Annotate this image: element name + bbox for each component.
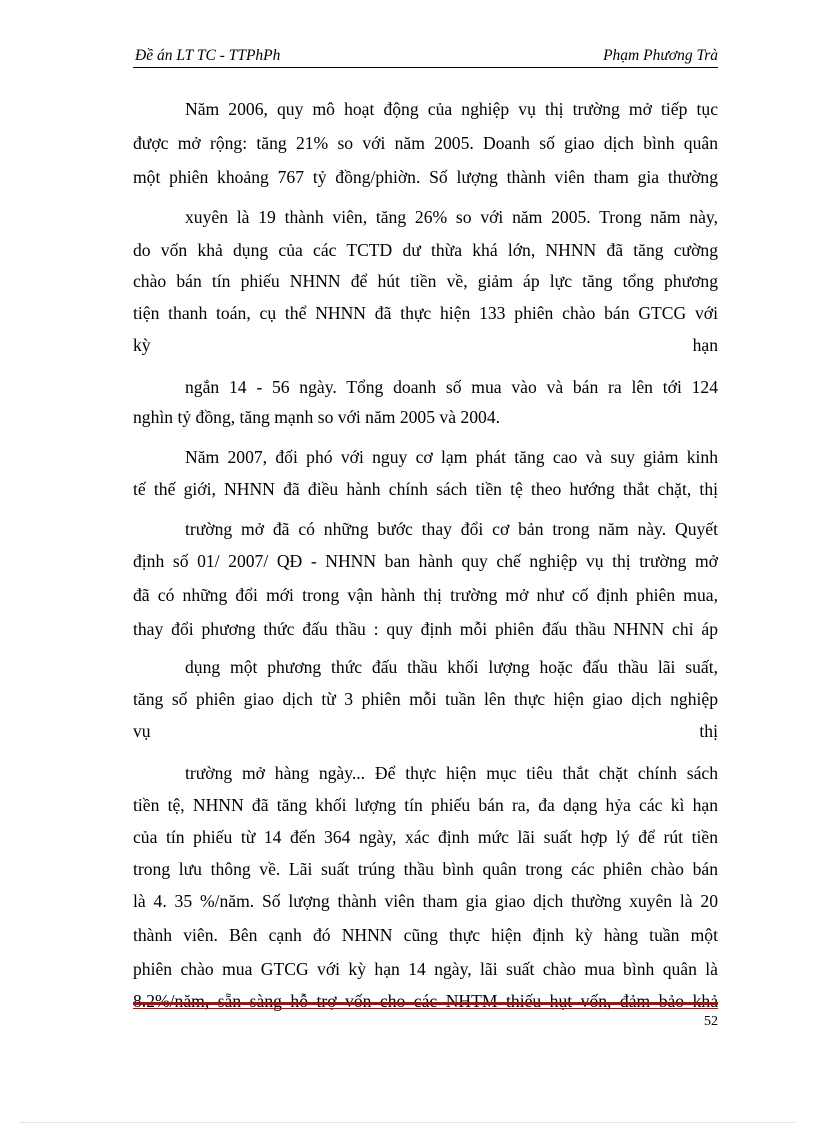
page-number: 52: [704, 1014, 718, 1029]
text-line: của tín phiếu từ 14 đến 364 ngày, xác định mức lãi suất hợp lý để rút tiền: [133, 827, 718, 847]
header-author: Phạm Phương Trà: [603, 47, 718, 64]
text-line: thị: [699, 721, 718, 741]
text-line: là 4. 35 %/năm. Số lượng thành viên tham gia giao dịch thường xuyên là 20: [133, 891, 718, 911]
text-line: một phiên khoảng 767 tỷ đồng/phiờn. Số lượng thành viên tham gia thường: [133, 167, 718, 187]
text-line: thành viên. Bên cạnh đó NHNN cũng thực hiện định kỳ hàng tuần một: [133, 925, 718, 945]
header-left-title: Đề án LT TC - TTPhPh: [135, 47, 281, 64]
page-header: [133, 45, 718, 69]
text-line: dụng một phương thức đấu thầu khối lượng hoặc đấu thầu lãi suất,: [185, 657, 718, 677]
text-line: 8.2%/năm, sẵn sàng hỗ trợ vốn cho các NHTM thiếu hụt vốn, đảm bảo khả: [133, 991, 718, 1011]
footer-rule-thin: [133, 1008, 718, 1009]
footer-rule-thick: [133, 1002, 718, 1005]
text-line: tăng số phiên giao dịch từ 3 phiên mỗi tuần lên thực hiện giao dịch nghiệp: [133, 689, 718, 709]
text-line: Năm 2006, quy mô hoạt động của nghiệp vụ thị trường mở tiếp tục: [185, 99, 718, 119]
text-line: định số 01/ 2007/ QĐ - NHNN ban hành quy chế nghiệp vụ thị trường mở: [133, 551, 718, 571]
text-line: đã có những đổi mới trong vận hành thị trường mở như cố định phiên mua,: [133, 585, 718, 605]
text-line: phiên chào mua GTCG với kỳ hạn 14 ngày, lãi suất chào mua bình quân là: [133, 959, 718, 979]
text-line: được mở rộng: tăng 21% so với năm 2005. Doanh số giao dịch bình quân: [133, 133, 718, 153]
text-line: ngắn 14 - 56 ngày. Tổng doanh số mua vào và bán ra lên tới 124: [185, 377, 718, 397]
header-rule: [133, 67, 718, 68]
text-line: chào bán tín phiếu NHNN để hút tiền về, giảm áp lực tăng tổng phương: [133, 271, 718, 291]
text-line: tế thế giới, NHNN đã điều hành chính sách tiền tệ theo hướng thắt chặt, thị: [133, 479, 718, 499]
text-line: kỳ: [133, 335, 151, 355]
text-line: nghìn tỷ đồng, tăng mạnh so với năm 2005 và 2004.: [133, 407, 501, 427]
text-line: xuyên là 19 thành viên, tăng 26% so với năm 2005. Trong năm này,: [185, 207, 718, 227]
text-line: trong lưu thông về. Lãi suất trúng thầu bình quân trong các phiên chào bán: [133, 859, 718, 879]
text-line: thay đổi phương thức đấu thầu : quy định mỗi phiên đấu thầu NHNN chỉ áp: [133, 619, 718, 639]
text-line: tiện thanh toán, cụ thể NHNN đã thực hiện 133 phiên chào bán GTCG với: [133, 303, 718, 323]
text-line: trường mở đã có những bước thay đổi cơ bản trong năm này. Quyết: [185, 519, 718, 539]
text-line: vụ: [133, 721, 151, 741]
text-line: trường mở hàng ngày... Để thực hiện mục tiêu thắt chặt chính sách: [185, 763, 718, 783]
text-line: hạn: [692, 335, 718, 355]
text-line: tiền tệ, NHNN đã tăng khối lượng tín phiếu bán ra, đa dạng hỷa các kì hạn: [133, 795, 718, 815]
text-line: do vốn khả dụng của các TCTD dư thừa khá lớn, NHNN đã tăng cường: [133, 240, 718, 260]
text-line: Năm 2007, đối phó với nguy cơ lạm phát tăng cao và suy giảm kinh: [185, 447, 718, 467]
